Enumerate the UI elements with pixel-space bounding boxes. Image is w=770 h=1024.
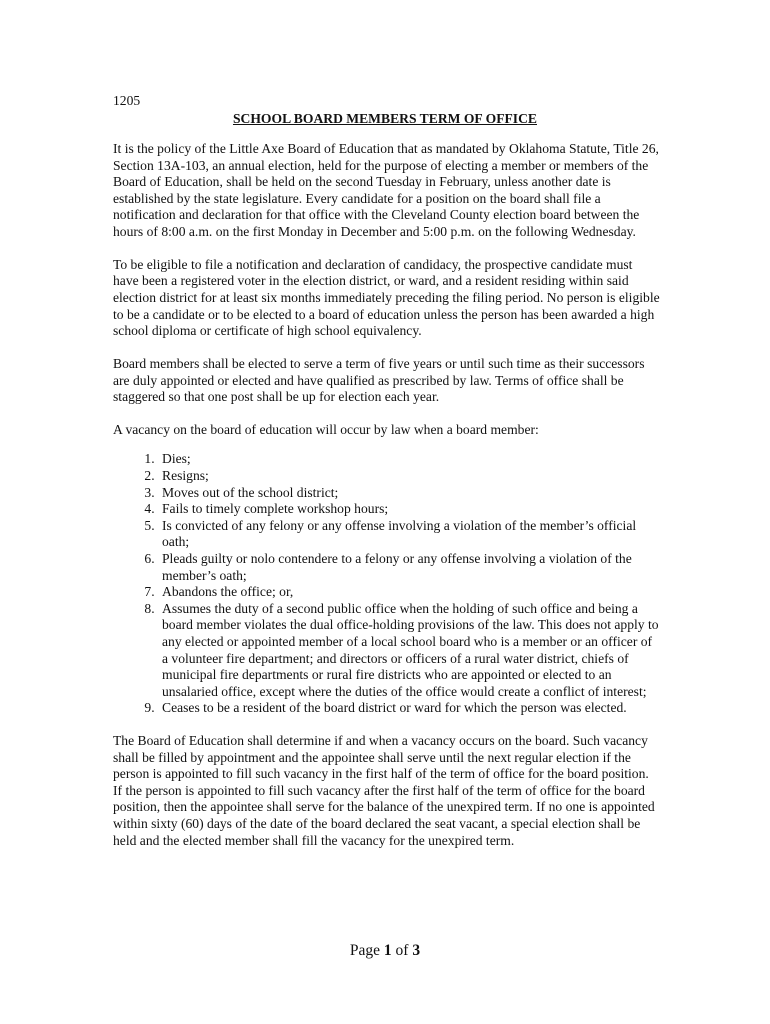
document-body [113,141,661,865]
list-item: 3. Moves out of the school district; [158,485,661,502]
page-label: Page [349,942,381,959]
list-item: 6. Pleads guilty or nolo contendere to a felony or any offense involving a violation of the member’s oath; [158,551,661,584]
list-item: 4. Fails to timely complete workshop hours; [158,501,661,518]
paragraph-eligibility: To be eligible to file a notification and declaration of candidacy, the prospective candidate must have been a registered voter in the election district, or ward, and a resident residing within said election district for at least six months immediately preceding the filing period. No person is eligible to be a candidate or to be elected to a board of education unless the person has been awarded a high school diploma or certificate of high school equivalency. [113,256,660,339]
paragraph-election-policy: It is the policy of the Little Axe Board of Education that as mandated by Oklahoma Statute, Title 26, Section 13A-103, an annual election, held for the purpose of electing a member or members of the Board of Education, shall be held on the second Tuesday in February, unless another date is established by the state legislature. Every candidate for a position on the board shall file a notification and declaration for that office with the Cleveland County election board between the hours of 8:00 a.m. on the first Monday in December and 5:00 p.m. on the following Wednesday. [113,141,659,239]
list-item: 2. Resigns; [158,468,661,485]
paragraph-vacancy-filling: The Board of Education shall determine if and when a vacancy occurs on the board. Such vacancy shall be filled by appointment and the appointee shall serve until the next regular election if the person is appointed to fill such vacancy in the first half of the term of office for the board position. If the person is appointed to fill such vacancy after the first half of the term of office for the board position, then the appointee shall serve for the balance of the unexpired term. If no one is appointed within sixty (60) days of the date of the board declared the seat vacant, a special election shall be held and the elected member shall fill the vacancy for the unexpired term. [113,732,655,848]
list-item: 1. Dies; [158,451,661,468]
list-item: 9. Ceases to be a resident of the board district or ward for which the person was elected. [158,700,661,717]
page-footer [0,942,770,960]
total-pages-number: 3 [412,942,421,959]
list-item: 5. Is convicted of any felony or any offense involving a violation of the member’s official oath; [158,518,661,551]
policy-number: 1205 [113,93,141,108]
paragraph-vacancy-intro: A vacancy on the board of education will occur by law when a board member: [113,421,539,437]
of-label: of [395,942,409,959]
list-item: 7. Abandons the office; or, [158,584,661,601]
current-page-number: 1 [383,942,392,959]
document-title: SCHOOL BOARD MEMBERS TERM OF OFFICE [232,111,537,126]
paragraph-term-length: Board members shall be elected to serve a term of five years or until such time as their successors are duly appointed or elected and have qualified as prescribed by law. Terms of office shall be staggered so that one post shall be up for election each year. [113,355,645,405]
list-item: 8. Assumes the duty of a second public office when the holding of such office and being a board member violates the dual office-holding provisions of the law. This does not apply to any elected or appointed member of a local school board who is a member or an officer of a volunteer fire department; and directors or officers of a rural water district, chiefs of municipal fire departments or rural fire districts who are appointed or elected to an unsalaried office, except where the duties of the office would create a conflict of interest; [158,601,661,701]
vacancy-conditions-list [113,451,661,717]
